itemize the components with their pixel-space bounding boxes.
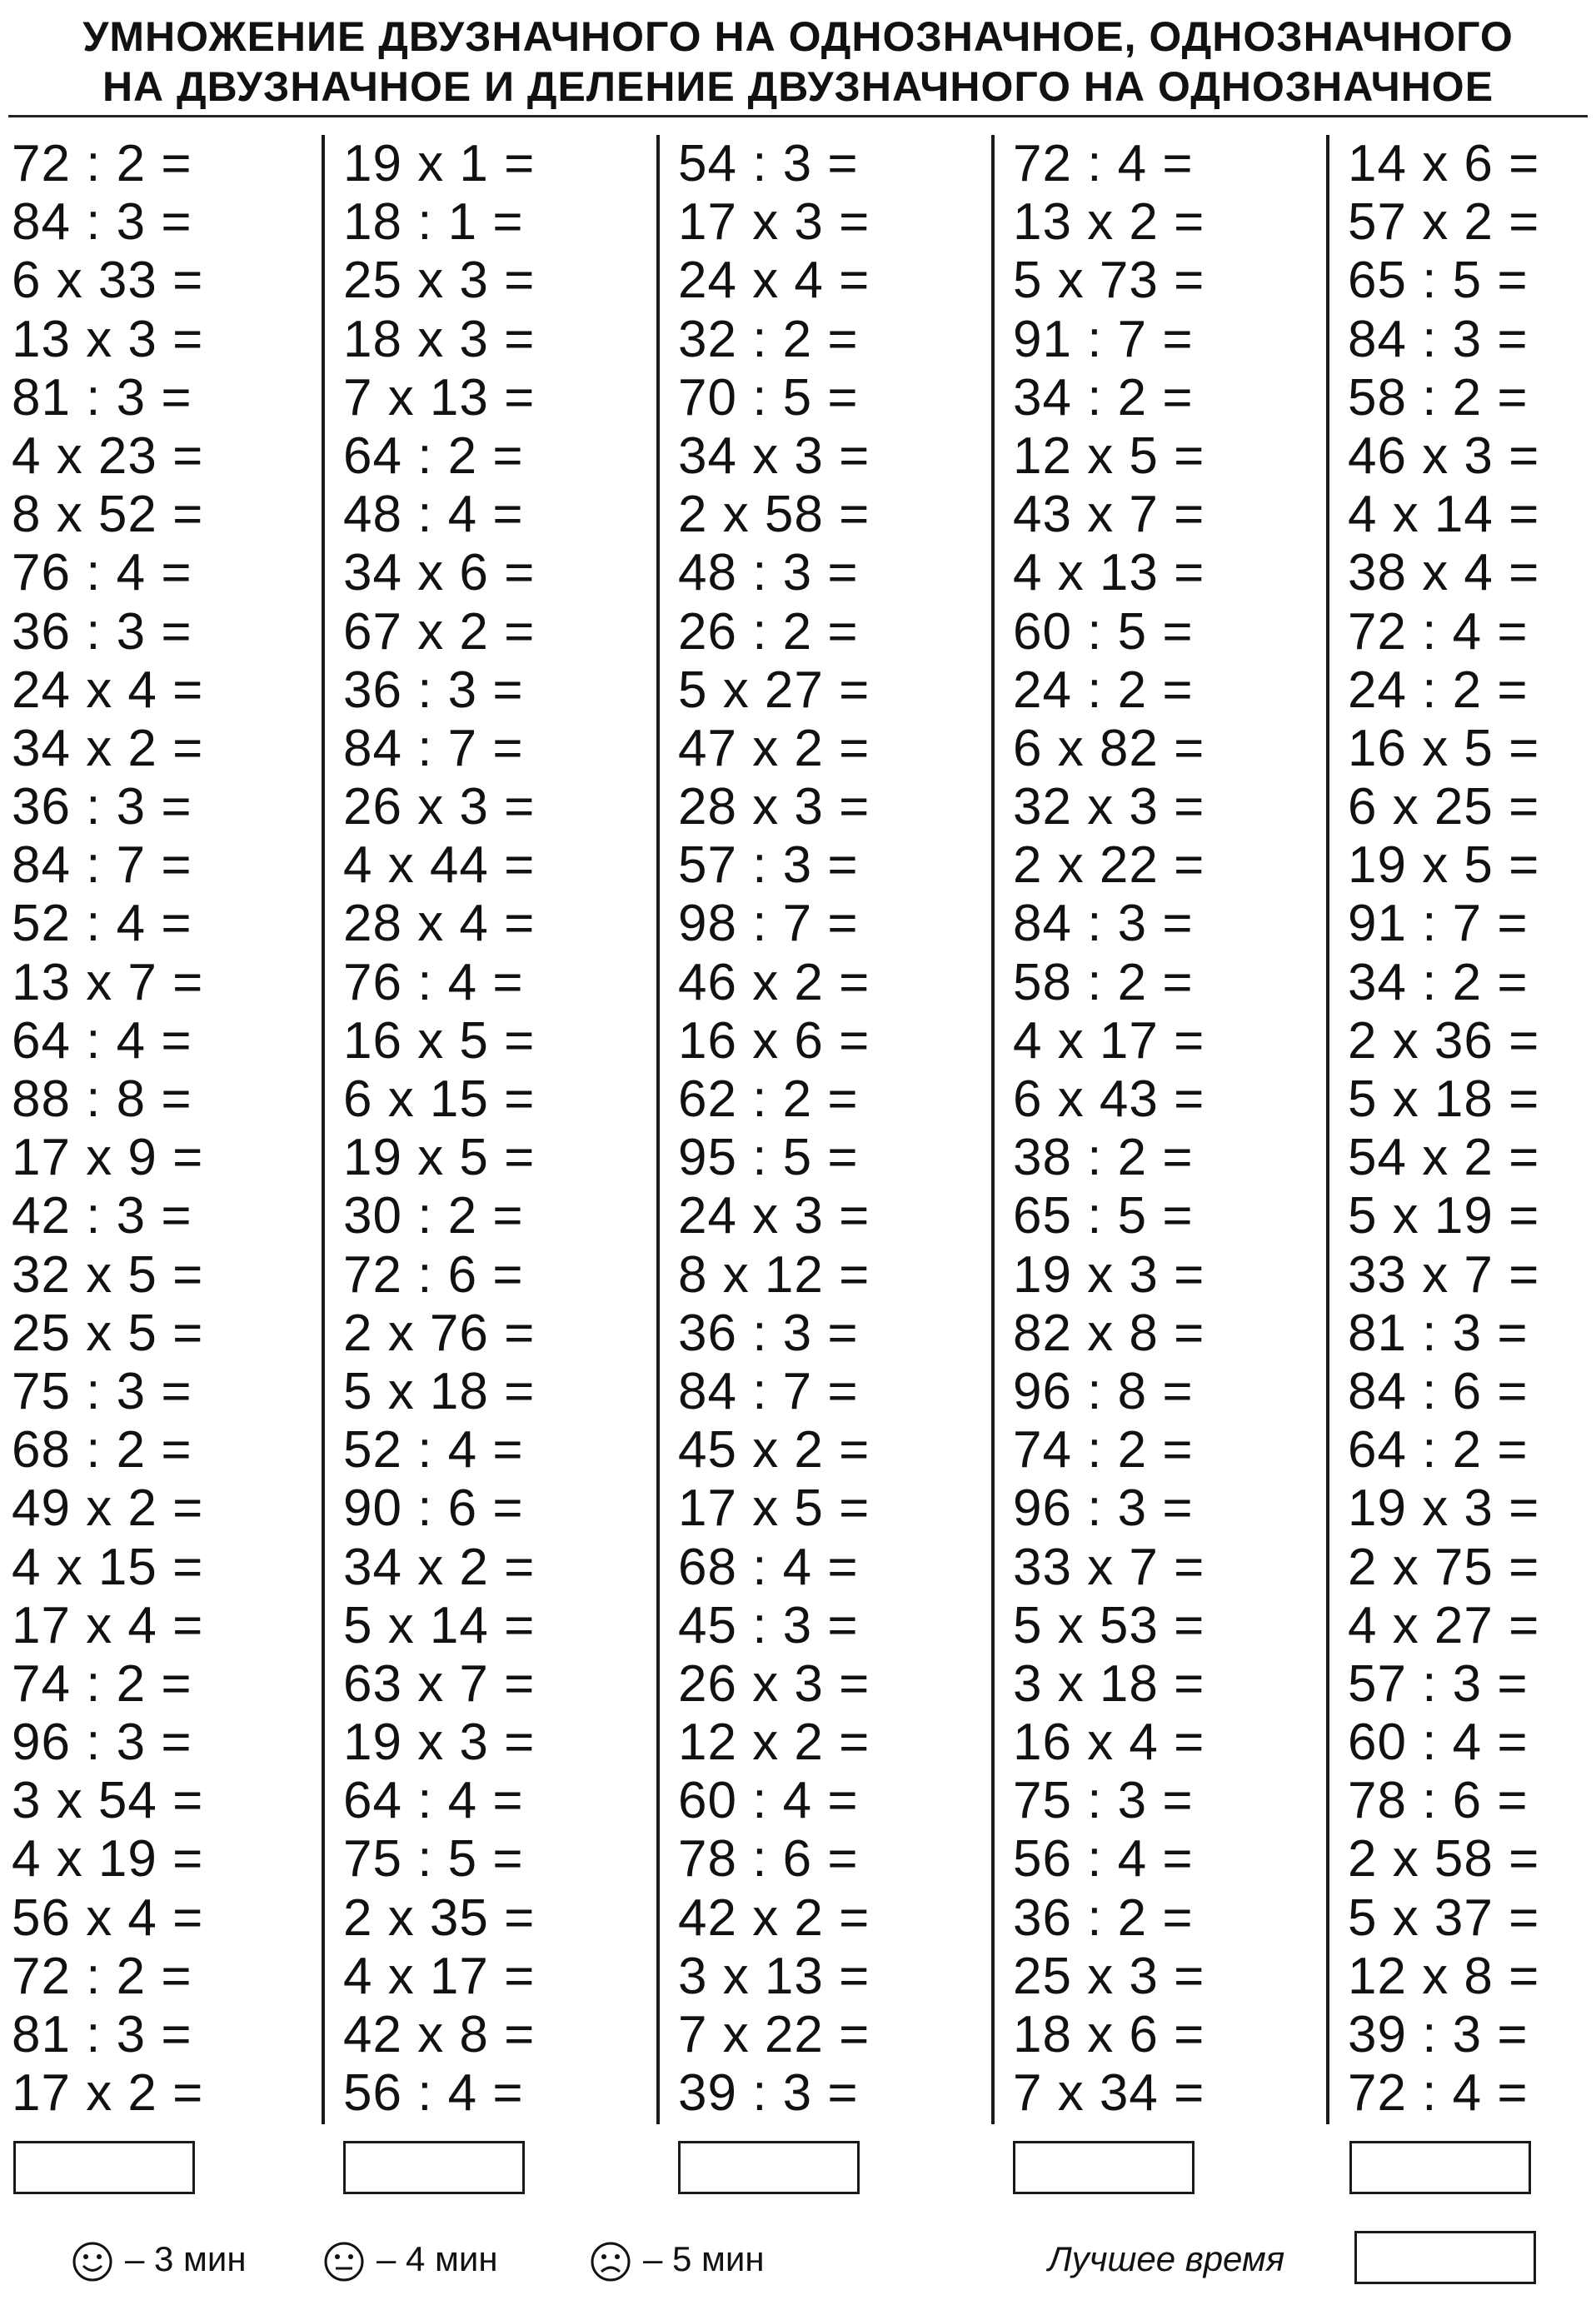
problem-item[interactable]: 6 x 82 = (1013, 719, 1205, 777)
problem-item[interactable]: 19 x 3 = (343, 1714, 536, 1772)
problem-item[interactable]: 39 : 3 = (1348, 2006, 1529, 2063)
problem-item[interactable]: 70 : 5 = (678, 368, 859, 427)
problem-item[interactable]: 57 x 2 = (1348, 193, 1540, 252)
problem-item[interactable]: 5 x 53 = (1013, 1596, 1205, 1654)
problem-item[interactable]: 42 x 2 = (678, 1888, 870, 1947)
problem-item[interactable]: 54 : 3 = (678, 135, 859, 192)
legend-item-4min (323, 2231, 498, 2288)
problem-item[interactable]: 45 : 3 = (678, 1596, 859, 1654)
problem-item[interactable]: 88 : 8 = (12, 1070, 192, 1128)
problem-item[interactable]: 24 : 2 = (1013, 661, 1194, 719)
problem-item[interactable]: 5 x 73 = (1013, 252, 1205, 310)
problem-item[interactable]: 18 : 1 = (343, 193, 524, 252)
problem-item[interactable]: 19 x 5 = (1348, 836, 1540, 895)
problem-item[interactable]: 33 x 7 = (1013, 1538, 1205, 1596)
problem-item[interactable]: 25 x 3 = (1013, 1947, 1205, 2005)
problem-item[interactable]: 63 x 7 = (343, 1654, 536, 1713)
problem-item[interactable]: 4 x 14 = (1348, 486, 1540, 544)
problem-item[interactable]: 65 : 5 = (1013, 1187, 1194, 1245)
problem-item[interactable]: 26 x 3 = (343, 778, 536, 836)
legend-item-3min (72, 2231, 247, 2288)
column-3 (678, 135, 995, 2123)
problem-item[interactable]: 17 x 2 = (12, 2064, 204, 2123)
problem-item[interactable]: 13 x 7 = (12, 953, 204, 1011)
problem-item[interactable]: 32 x 5 = (12, 1245, 204, 1304)
problem-item[interactable]: 57 : 3 = (1348, 1654, 1529, 1713)
problem-item[interactable]: 64 : 2 = (343, 427, 524, 485)
problem-item[interactable]: 32 x 3 = (1013, 778, 1205, 836)
column-5 (1348, 135, 1596, 2123)
problem-item[interactable]: 74 : 2 = (1013, 1421, 1194, 1479)
problem-item[interactable]: 19 x 3 = (1348, 1479, 1540, 1538)
problem-item[interactable]: 5 x 27 = (678, 661, 870, 719)
problem-item[interactable]: 6 x 25 = (1348, 778, 1540, 836)
problem-item[interactable]: 34 : 2 = (1013, 368, 1194, 427)
problem-item[interactable]: 2 x 76 = (343, 1304, 536, 1362)
problem-item[interactable]: 13 x 3 = (12, 310, 204, 368)
problem-item[interactable]: 52 : 4 = (343, 1421, 524, 1479)
problem-item[interactable]: 60 : 5 = (1013, 602, 1194, 661)
problem-item[interactable]: 96 : 3 = (1013, 1479, 1194, 1538)
problem-item[interactable]: 2 x 75 = (1348, 1538, 1540, 1596)
problem-item[interactable]: 42 : 3 = (12, 1187, 192, 1245)
problem-item[interactable]: 84 : 7 = (12, 836, 192, 895)
problem-item[interactable]: 7 x 34 = (1013, 2064, 1205, 2123)
problem-item[interactable]: 84 : 6 = (1348, 1362, 1529, 1420)
problem-item[interactable]: 84 : 3 = (1348, 310, 1529, 368)
column-separator (1326, 135, 1329, 2124)
problem-item[interactable]: 4 x 17 = (1013, 1011, 1205, 1070)
problem-item[interactable]: 48 : 4 = (343, 486, 524, 544)
problem-item[interactable]: 17 x 9 = (12, 1129, 204, 1187)
problem-item[interactable]: 39 : 3 = (678, 2064, 859, 2123)
problem-item[interactable]: 60 : 4 = (678, 1772, 859, 1830)
title-line-2: НА ДВУЗНАЧНОЕ И ДЕЛЕНИЕ ДВУЗНАЧНОГО НА ОДНОЗНАЧНОЕ (102, 63, 1494, 110)
problem-item[interactable]: 2 x 35 = (343, 1888, 536, 1947)
sad-face-icon (590, 2241, 631, 2283)
problem-item[interactable]: 91 : 7 = (1013, 310, 1194, 368)
problem-item[interactable]: 25 x 3 = (343, 252, 536, 310)
problem-item[interactable]: 68 : 4 = (678, 1538, 859, 1596)
problem-item[interactable]: 3 x 13 = (678, 1947, 870, 2005)
problem-item[interactable]: 4 x 44 = (343, 836, 536, 895)
problem-item[interactable]: 81 : 3 = (12, 368, 192, 427)
problem-item[interactable]: 46 x 3 = (1348, 427, 1540, 485)
problem-item[interactable]: 91 : 7 = (1348, 895, 1529, 953)
problem-item[interactable]: 78 : 6 = (1348, 1772, 1529, 1830)
smile-face-icon (72, 2241, 113, 2283)
problem-item[interactable]: 49 x 2 = (12, 1479, 204, 1538)
problem-item[interactable]: 36 : 2 = (1013, 1888, 1194, 1947)
legend-text: – 5 мин (643, 2239, 765, 2278)
problem-item[interactable]: 56 : 4 = (1013, 1830, 1194, 1888)
problem-item[interactable]: 72 : 4 = (1348, 602, 1529, 661)
problem-item[interactable]: 24 : 2 = (1348, 661, 1529, 719)
problem-item[interactable]: 17 x 4 = (12, 1596, 204, 1654)
problem-item[interactable]: 38 x 4 = (1348, 544, 1540, 602)
problem-item[interactable]: 47 x 2 = (678, 719, 870, 777)
problem-item[interactable]: 62 : 2 = (678, 1070, 859, 1128)
problem-item[interactable]: 12 x 5 = (1013, 427, 1205, 485)
problem-item[interactable]: 96 : 8 = (1013, 1362, 1194, 1420)
problem-item[interactable]: 36 : 3 = (12, 602, 192, 661)
problem-item[interactable]: 84 : 3 = (1013, 895, 1194, 953)
problem-item[interactable]: 56 x 4 = (12, 1888, 204, 1947)
problem-item[interactable]: 64 : 4 = (343, 1772, 524, 1830)
time-box-column-2[interactable] (343, 2141, 525, 2194)
problem-item[interactable]: 3 x 18 = (1013, 1654, 1205, 1713)
problem-item[interactable]: 34 x 6 = (343, 544, 536, 602)
problem-item[interactable]: 7 x 13 = (343, 368, 536, 427)
problem-item[interactable]: 6 x 33 = (12, 252, 204, 310)
problem-item[interactable]: 4 x 13 = (1013, 544, 1205, 602)
problem-item[interactable]: 5 x 18 = (1348, 1070, 1540, 1128)
problem-item[interactable]: 43 x 7 = (1013, 486, 1205, 544)
problem-item[interactable]: 5 x 37 = (1348, 1888, 1540, 1947)
column-separator (991, 135, 995, 2124)
problem-item[interactable]: 12 x 8 = (1348, 1947, 1540, 2005)
best-time-box[interactable] (1354, 2231, 1536, 2284)
problem-item[interactable]: 72 : 6 = (343, 1245, 524, 1304)
problem-item[interactable]: 25 x 5 = (12, 1304, 204, 1362)
problem-item[interactable]: 5 x 18 = (343, 1362, 536, 1420)
problem-item[interactable]: 2 x 58 = (1348, 1830, 1540, 1888)
column-2 (343, 135, 660, 2123)
problem-item[interactable]: 84 : 7 = (343, 719, 524, 777)
problem-item[interactable]: 34 x 3 = (678, 427, 870, 485)
problem-item[interactable]: 16 x 5 = (343, 1011, 536, 1070)
problem-item[interactable]: 34 : 2 = (1348, 953, 1529, 1011)
problem-item[interactable]: 75 : 3 = (12, 1362, 192, 1420)
problem-item[interactable]: 76 : 4 = (343, 953, 524, 1011)
problem-item[interactable]: 8 x 52 = (12, 486, 204, 544)
problem-item[interactable]: 72 : 2 = (12, 135, 192, 192)
problem-item[interactable]: 24 x 3 = (678, 1187, 870, 1245)
problem-item[interactable]: 19 x 5 = (343, 1129, 536, 1187)
problem-item[interactable]: 54 x 2 = (1348, 1129, 1540, 1187)
problem-item[interactable]: 13 x 2 = (1013, 193, 1205, 252)
problem-item[interactable]: 95 : 5 = (678, 1129, 859, 1187)
problem-item[interactable]: 7 x 22 = (678, 2006, 870, 2063)
problem-item[interactable]: 17 x 5 = (678, 1479, 870, 1538)
problem-item[interactable]: 4 x 27 = (1348, 1596, 1540, 1654)
problem-item[interactable]: 26 x 3 = (678, 1654, 870, 1713)
problem-item[interactable]: 16 x 6 = (678, 1011, 870, 1070)
problem-item[interactable]: 17 x 3 = (678, 193, 870, 252)
problem-item[interactable]: 28 x 3 = (678, 778, 870, 836)
problem-item[interactable]: 60 : 4 = (1348, 1714, 1529, 1772)
problem-item[interactable]: 2 x 22 = (1013, 836, 1205, 895)
problem-item[interactable]: 3 x 54 = (12, 1772, 204, 1830)
problem-item[interactable]: 6 x 43 = (1013, 1070, 1205, 1128)
problem-item[interactable]: 75 : 3 = (1013, 1772, 1194, 1830)
problem-item[interactable]: 2 x 36 = (1348, 1011, 1540, 1070)
best-time-label: Лучшее время (1048, 2239, 1285, 2278)
problem-item[interactable]: 32 : 2 = (678, 310, 859, 368)
problem-item[interactable]: 19 x 3 = (1013, 1245, 1205, 1304)
problem-item[interactable]: 96 : 3 = (12, 1714, 192, 1772)
problem-item[interactable]: 36 : 3 = (343, 661, 524, 719)
problem-item[interactable]: 75 : 5 = (343, 1830, 524, 1888)
problem-item[interactable]: 4 x 15 = (12, 1538, 204, 1596)
time-box-column-3[interactable] (678, 2141, 860, 2194)
problem-item[interactable]: 72 : 2 = (12, 1947, 192, 2005)
problem-item[interactable]: 72 : 4 = (1348, 2064, 1529, 2123)
problem-item[interactable]: 76 : 4 = (12, 544, 192, 602)
worksheet-title (0, 12, 1596, 112)
problem-item[interactable]: 24 x 4 = (678, 252, 870, 310)
problem-item[interactable]: 74 : 2 = (12, 1654, 192, 1713)
column-separator (656, 135, 660, 2124)
problem-item[interactable]: 98 : 7 = (678, 895, 859, 953)
top-divider (8, 115, 1588, 117)
problem-item[interactable]: 67 x 2 = (343, 602, 536, 661)
problem-item[interactable]: 64 : 4 = (12, 1011, 192, 1070)
problem-item[interactable]: 58 : 2 = (1013, 953, 1194, 1011)
problem-item[interactable]: 65 : 5 = (1348, 252, 1529, 310)
problem-item[interactable]: 4 x 19 = (12, 1830, 204, 1888)
problem-item[interactable]: 38 : 2 = (1013, 1129, 1194, 1187)
problem-item[interactable]: 5 x 14 = (343, 1596, 536, 1654)
problem-item[interactable]: 33 x 7 = (1348, 1245, 1540, 1304)
problem-item[interactable]: 72 : 4 = (1013, 135, 1194, 192)
problem-item[interactable]: 19 x 1 = (343, 135, 536, 192)
problem-item[interactable]: 4 x 23 = (12, 427, 204, 485)
column-separator (322, 135, 325, 2124)
problem-item[interactable]: 14 x 6 = (1348, 135, 1540, 192)
problem-item[interactable]: 18 x 6 = (1013, 2006, 1205, 2063)
problem-item[interactable]: 18 x 3 = (343, 310, 536, 368)
problem-item[interactable]: 57 : 3 = (678, 836, 859, 895)
problem-item[interactable]: 56 : 4 = (343, 2064, 524, 2123)
problem-item[interactable]: 58 : 2 = (1348, 368, 1529, 427)
problem-item[interactable]: 6 x 15 = (343, 1070, 536, 1128)
neutral-face-icon (323, 2241, 365, 2283)
problem-item[interactable]: 90 : 6 = (343, 1479, 524, 1538)
problem-item[interactable]: 36 : 3 = (678, 1304, 859, 1362)
legend-text: – 4 мин (377, 2239, 498, 2278)
problem-item[interactable]: 36 : 3 = (12, 778, 192, 836)
problem-item[interactable]: 8 x 12 = (678, 1245, 870, 1304)
problem-item[interactable]: 12 x 2 = (678, 1714, 870, 1772)
problem-item[interactable]: 68 : 2 = (12, 1421, 192, 1479)
problem-item[interactable]: 84 : 3 = (12, 193, 192, 252)
problem-item[interactable]: 16 x 5 = (1348, 719, 1540, 777)
time-box-column-1[interactable] (13, 2141, 195, 2194)
problem-item[interactable]: 52 : 4 = (12, 895, 192, 953)
column-1 (12, 135, 328, 2123)
problem-item[interactable]: 46 x 2 = (678, 953, 870, 1011)
problem-item[interactable]: 64 : 2 = (1348, 1421, 1529, 1479)
problem-item[interactable]: 45 x 2 = (678, 1421, 870, 1479)
problem-item[interactable]: 16 x 4 = (1013, 1714, 1205, 1772)
problem-item[interactable]: 34 x 2 = (12, 719, 204, 777)
problem-item[interactable]: 34 x 2 = (343, 1538, 536, 1596)
problem-item[interactable]: 42 x 8 = (343, 2006, 536, 2063)
problem-item[interactable]: 78 : 6 = (678, 1830, 859, 1888)
problem-item[interactable]: 26 : 2 = (678, 602, 859, 661)
problem-item[interactable]: 81 : 3 = (1348, 1304, 1529, 1362)
problem-item[interactable]: 5 x 19 = (1348, 1187, 1540, 1245)
problem-item[interactable]: 48 : 3 = (678, 544, 859, 602)
problem-item[interactable]: 30 : 2 = (343, 1187, 524, 1245)
column-4 (1013, 135, 1329, 2123)
problem-item[interactable]: 81 : 3 = (12, 2006, 192, 2063)
title-line-1: УМНОЖЕНИЕ ДВУЗНАЧНОГО НА ОДНОЗНАЧНОЕ, ОДНОЗНАЧНОГО (82, 13, 1514, 60)
problem-item[interactable]: 84 : 7 = (678, 1362, 859, 1420)
problem-item[interactable]: 28 x 4 = (343, 895, 536, 953)
problem-item[interactable]: 2 x 58 = (678, 486, 870, 544)
time-box-column-5[interactable] (1349, 2141, 1531, 2194)
problem-item[interactable]: 24 x 4 = (12, 661, 204, 719)
legend-text: – 3 мин (125, 2239, 247, 2278)
problem-item[interactable]: 4 x 17 = (343, 1947, 536, 2005)
time-box-column-4[interactable] (1013, 2141, 1195, 2194)
legend-item-5min (590, 2231, 765, 2288)
problem-item[interactable]: 82 x 8 = (1013, 1304, 1205, 1362)
